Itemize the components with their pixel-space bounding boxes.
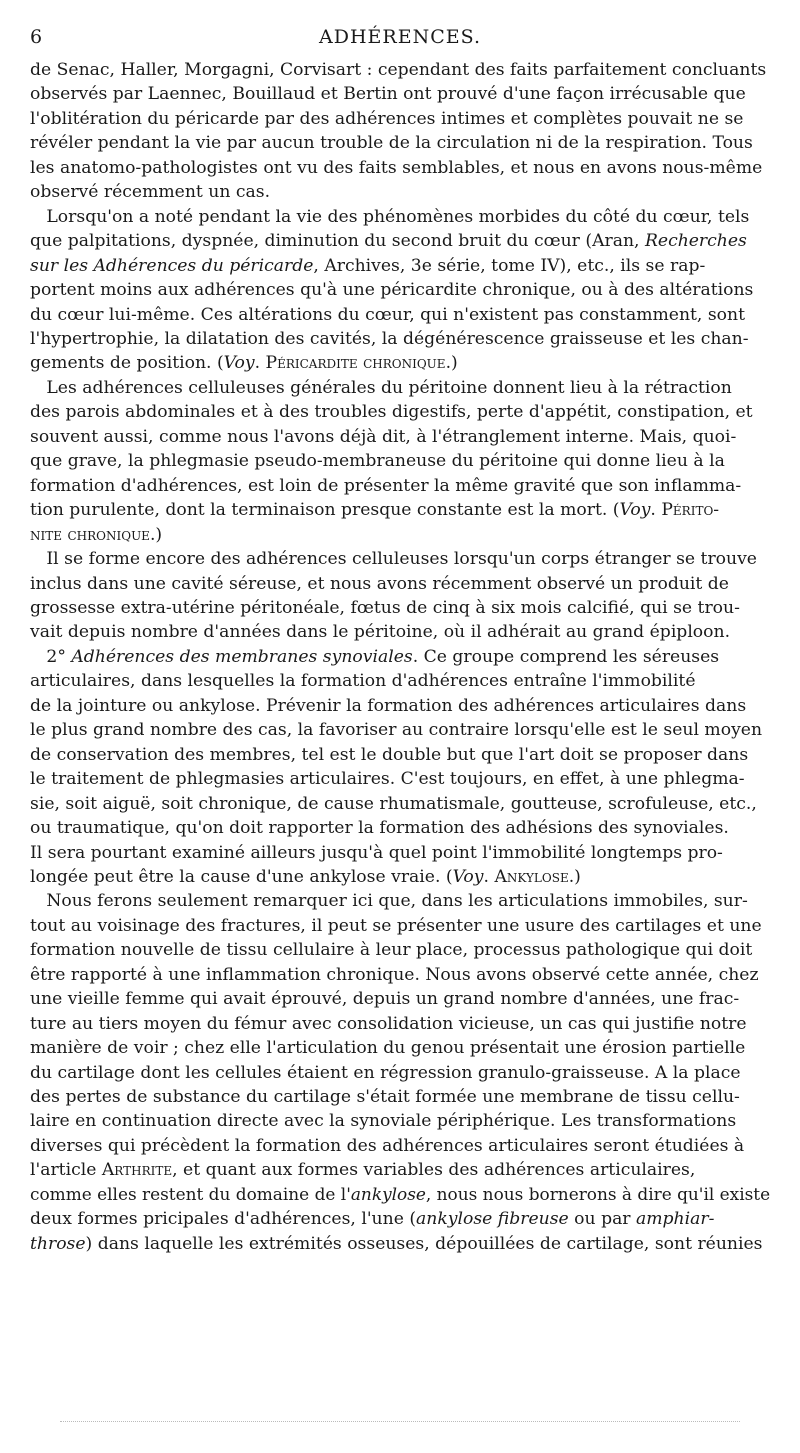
- text-run: Nous ferons seulement remarquer ici que, dans les articulations immobiles, sur-: [30, 891, 748, 912]
- text-line: [30, 816, 770, 840]
- text-run: observés par Laennec, Bouillaud et Bertin ont prouvé d'une façon irrécusable que: [30, 84, 746, 105]
- text-line: [30, 449, 770, 473]
- text-line: [30, 718, 770, 742]
- text-run: .): [445, 353, 458, 374]
- text-run: .): [149, 524, 163, 545]
- text-run: les anatomo-pathologistes ont vu des faits semblables, et nous en avons nous-même: [30, 157, 763, 178]
- text-run: diverses qui précèdent la formation des adhérences articulaires seront étudiées à: [30, 1135, 745, 1156]
- text-line: [30, 498, 770, 522]
- text-line: [30, 303, 770, 327]
- text-line: [30, 254, 770, 278]
- text-run: être rapporté à une inflammation chronique. Nous avons observé cette année, chez: [30, 964, 759, 985]
- text-run: tout au voisinage des fractures, il peut se présenter une usure des cartilages et une: [30, 915, 762, 936]
- text-line: [30, 82, 770, 106]
- text-run: des parois abdominales et à des troubles digestifs, perte d'appétit, constipation, et: [30, 402, 753, 423]
- text-line: [30, 523, 770, 547]
- text-run: .: [254, 353, 266, 374]
- text-line: [30, 547, 770, 571]
- text-line: [30, 376, 770, 400]
- text-run: de conservation des membres, tel est le double but que l'art doit se proposer dans: [30, 744, 749, 765]
- text-line: [30, 327, 770, 351]
- text-run: du cartilage dont les cellules étaient en régression granulo-graisseuse. A la place: [30, 1062, 741, 1083]
- text-run: articulaires, dans lesquelles la formation d'adhérences entraîne l'immobilité: [30, 671, 696, 692]
- text-run: ou traumatique, qu'on doit rapporter la formation des adhésions des synoviales.: [30, 818, 729, 839]
- text-run: Il sera pourtant examiné ailleurs jusqu'à quel point l'immobilité longtemps pro-: [30, 842, 723, 863]
- text-run: , et quant aux formes variables des adhérences articulaires,: [172, 1160, 696, 1181]
- text-run: laire en continuation directe avec la synoviale périphérique. Les transformations: [30, 1111, 737, 1132]
- italic-run: Voy: [452, 866, 484, 887]
- text-run: formation d'adhérences, est loin de présenter la même gravité que son inflamma-: [30, 475, 742, 496]
- text-run: du cœur lui-même. Ces altérations du cœur, qui n'existent pas constamment, sont: [30, 304, 746, 325]
- small-caps-run: Ankylose: [494, 866, 569, 887]
- text-line: [30, 1085, 770, 1109]
- text-run: 2°: [30, 646, 72, 667]
- italic-run: throse: [30, 1233, 86, 1254]
- italic-run: sur les Adhérences du péricarde: [30, 255, 314, 276]
- text-run: longée peut être la cause d'une ankylose vraie. (: [30, 866, 453, 887]
- text-run: . Ce groupe comprend les séreuses: [412, 646, 720, 667]
- italic-run: Adhérences des membranes synoviales: [71, 646, 413, 667]
- small-caps-run: Périto-: [661, 500, 720, 521]
- text-run: le traitement de phlegmasies articulaires. C'est toujours, en effet, à une phlegma-: [30, 769, 745, 790]
- text-line: [30, 229, 770, 253]
- text-line: [30, 620, 770, 644]
- text-run: comme elles restent du domaine de l': [30, 1184, 351, 1205]
- text-run: inclus dans une cavité séreuse, et nous avons récemment observé un produit de: [30, 573, 729, 594]
- text-line: [30, 963, 770, 987]
- text-run: sie, soit aiguë, soit chronique, de cause rhumatismale, goutteuse, scrofuleuse, etc.,: [30, 793, 757, 814]
- text-run: gements de position. (: [30, 353, 224, 374]
- text-run: Les adhérences celluleuses générales du péritoine donnent lieu à la rétraction: [30, 377, 732, 398]
- text-line: [30, 914, 770, 938]
- text-run: le plus grand nombre des cas, la favoriser au contraire lorsqu'elle est le seul moyen: [30, 720, 763, 741]
- text-line: [30, 1158, 770, 1182]
- text-line: [30, 107, 770, 131]
- text-line: [30, 1061, 770, 1085]
- text-line: [30, 889, 770, 913]
- text-line: [30, 1109, 770, 1133]
- text-line: [30, 865, 770, 889]
- text-line: [30, 572, 770, 596]
- text-run: des pertes de substance du cartilage s'était formée une membrane de tissu cellu-: [30, 1087, 740, 1108]
- text-run: , Archives, 3e série, tome IV), etc., ils se rap-: [313, 255, 706, 276]
- text-line: [30, 841, 770, 865]
- text-line: [30, 645, 770, 669]
- small-caps-run: Péricardite chronique: [265, 353, 446, 374]
- text-run: , nous nous bornerons à dire qu'il existe: [425, 1184, 771, 1205]
- text-line: [30, 767, 770, 791]
- text-run: .: [483, 866, 495, 887]
- running-header: [30, 26, 770, 54]
- text-line: [30, 1207, 770, 1231]
- text-run: souvent aussi, comme nous l'avons déjà dit, à l'étranglement interne. Mais, quoi-: [30, 426, 737, 447]
- text-line: [30, 694, 770, 718]
- text-run: une vieille femme qui avait éprouvé, depuis un grand nombre d'années, une frac-: [30, 989, 740, 1010]
- text-line: [30, 425, 770, 449]
- text-run: ) dans laquelle les extrémités osseuses, dépouillées de cartilage, sont réunies: [85, 1233, 763, 1254]
- text-line: [30, 131, 770, 155]
- text-run: deux formes pricipales d'adhérences, l'une (: [30, 1209, 417, 1230]
- text-run: l'article: [30, 1160, 102, 1181]
- text-line: [30, 58, 770, 82]
- text-run: grossesse extra-utérine péritonéale, fœtus de cinq à six mois calcifié, qui se trou-: [30, 597, 740, 618]
- italic-run: Voy: [619, 500, 651, 521]
- italic-run: Recherches: [644, 231, 747, 252]
- italic-run: Voy: [223, 353, 255, 374]
- body-text: [30, 58, 770, 1256]
- text-line: [30, 987, 770, 1011]
- text-run: tion purulente, dont la terminaison presque constante est la mort. (: [30, 500, 620, 521]
- text-run: ou par: [568, 1209, 636, 1230]
- text-line: [30, 669, 770, 693]
- text-run: l'oblitération du péricarde par des adhérences intimes et complètes pouvait ne se: [30, 108, 744, 129]
- text-line: [30, 596, 770, 620]
- text-run: de la jointure ou ankylose. Prévenir la formation des adhérences articulaires dans: [30, 695, 747, 716]
- text-line: [30, 938, 770, 962]
- page-number: 6: [30, 26, 44, 48]
- text-run: .): [568, 866, 581, 887]
- text-line: [30, 400, 770, 424]
- italic-run: ankylose fibreuse: [416, 1209, 569, 1230]
- text-run: Il se forme encore des adhérences celluleuses lorsqu'un corps étranger se trouve: [30, 549, 757, 570]
- text-line: [30, 1183, 771, 1207]
- text-line: [30, 180, 770, 204]
- text-line: [30, 1036, 770, 1060]
- text-run: manière de voir ; chez elle l'articulation du genou présentait une érosion partielle: [30, 1038, 746, 1059]
- text-line: [30, 205, 770, 229]
- text-line: [30, 474, 770, 498]
- text-run: portent moins aux adhérences qu'à une péricardite chronique, ou à des altérations: [30, 280, 754, 301]
- text-line: [30, 278, 770, 302]
- text-line: [30, 743, 770, 767]
- text-line: [30, 1134, 770, 1158]
- text-line: [30, 351, 770, 375]
- text-run: ture au tiers moyen du fémur avec consolidation vicieuse, un cas qui justifie notre: [30, 1013, 747, 1034]
- text-run: que palpitations, dyspnée, diminution du second bruit du cœur (Aran,: [30, 231, 645, 252]
- text-run: de Senac, Haller, Morgagni, Corvisart : cependant des faits parfaitement concluants: [30, 60, 767, 80]
- text-line: [30, 1232, 770, 1256]
- text-run: vait depuis nombre d'années dans le péritoine, où il adhérait au grand épiploon.: [30, 622, 731, 643]
- text-line: [30, 156, 770, 180]
- text-run: Lorsqu'on a noté pendant la vie des phénomènes morbides du côté du cœur, tels: [30, 206, 750, 227]
- text-run: l'hypertrophie, la dilatation des cavités, la dégénérescence graisseuse et les chan-: [30, 328, 749, 349]
- small-caps-run: Arthrite: [101, 1160, 173, 1181]
- page-bottom-rule: [60, 1421, 740, 1423]
- text-run: que grave, la phlegmasie pseudo-membraneuse du péritoine qui donne lieu à la: [30, 451, 725, 472]
- text-run: observé récemment un cas.: [30, 182, 271, 203]
- italic-run: amphiar-: [636, 1209, 715, 1230]
- page-title: ADHÉRENCES.: [319, 26, 481, 48]
- text-run: formation nouvelle de tissu cellulaire à leur place, processus pathologique qui doit: [30, 940, 753, 961]
- small-caps-run: nite chronique: [30, 524, 150, 545]
- text-run: .: [650, 500, 662, 521]
- text-run: révéler pendant la vie par aucun trouble de la circulation ni de la respiration. Tous: [30, 133, 753, 154]
- text-line: [30, 1012, 770, 1036]
- italic-run: ankylose: [350, 1184, 426, 1205]
- text-line: [30, 792, 770, 816]
